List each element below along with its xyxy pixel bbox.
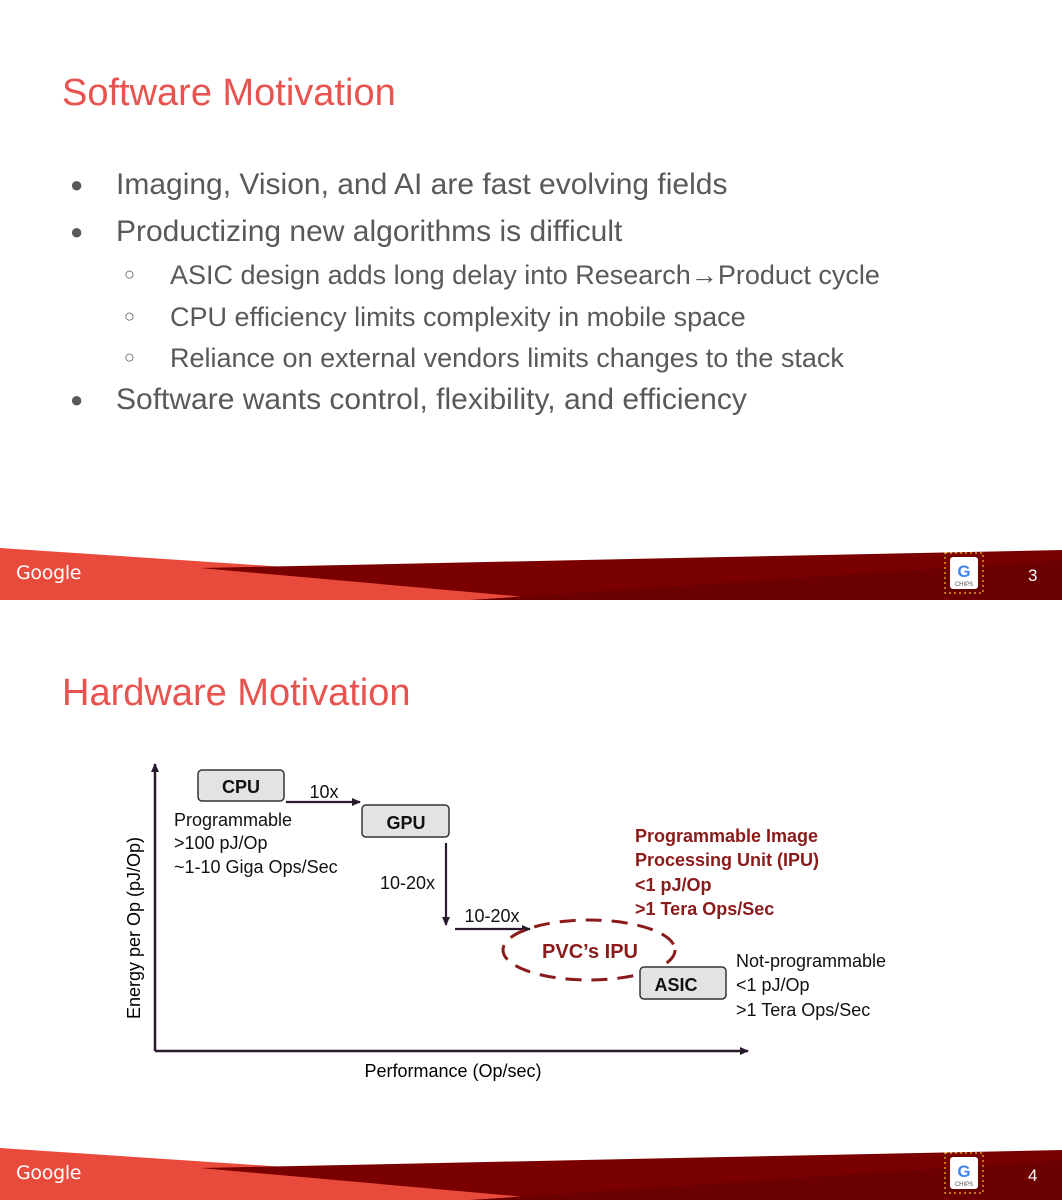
cpu-note: Programmable [174,810,293,830]
page-number: 4 [1028,1166,1038,1185]
page-number: 3 [1028,566,1038,585]
slide-footer [0,540,1062,600]
google-chips-icon [944,552,984,594]
svg-text:G: G [957,562,971,581]
ipu-note: <1 pJ/Op [635,875,712,895]
sub-bullet-item: ○ Reliance on external vendors limits changes to the stack [170,343,844,374]
google-chips-icon [944,1152,984,1194]
ipu-note: >1 Tera Ops/Sec [635,899,775,919]
asic-note: Not-programmable [736,951,887,971]
gpu-ipu-factor: 10-20x [464,906,520,926]
bullet-item: ● Software wants control, flexibility, and efficiency [116,383,747,417]
asic-note: <1 pJ/Op [736,975,810,995]
bullet-item: ● Imaging, Vision, and AI are fast evolving fields [116,168,727,202]
slide-footer [0,1140,1062,1200]
footer-band [0,1140,1062,1200]
bullet-item: ● Productizing new algorithms is difficult [116,215,622,249]
slide-title: Hardware Motivation [62,672,411,714]
slide-title: Software Motivation [62,72,396,114]
y-axis-label: Energy per Op (pJ/Op) [124,836,144,1020]
sub-bullet-item: ○ CPU efficiency limits complexity in mobile space [170,302,746,333]
svg-text:CHIPS: CHIPS [954,1182,974,1188]
google-logo: Google [16,562,82,584]
sub-bullet-item: ○ ASIC design adds long delay into Research→Product cycle [170,260,880,291]
hardware-motivation-diagram [0,600,1062,1200]
ipu-label: PVC’s IPU [542,941,638,963]
cpu-label: CPU [221,777,261,797]
google-logo: Google [16,1162,82,1184]
ipu-note: Programmable Image [635,826,819,846]
svg-text:CHIPS: CHIPS [954,582,974,588]
gpu-down-factor: 10-20x [380,873,436,893]
ipu-note: Processing Unit (IPU) [635,850,820,870]
cpu-note: >100 pJ/Op [174,833,268,853]
footer-band [0,540,1062,600]
x-axis-label: Performance (Op/sec) [364,1061,542,1081]
asic-note: >1 Tera Ops/Sec [736,1000,871,1020]
svg-text:G: G [957,1162,971,1181]
cpu-gpu-factor: 10x [309,782,339,802]
cpu-note: ~1-10 Giga Ops/Sec [174,857,338,877]
asic-label: ASIC [654,975,698,995]
gpu-label: GPU [386,813,426,833]
slide-hardware-motivation [0,600,1062,1200]
